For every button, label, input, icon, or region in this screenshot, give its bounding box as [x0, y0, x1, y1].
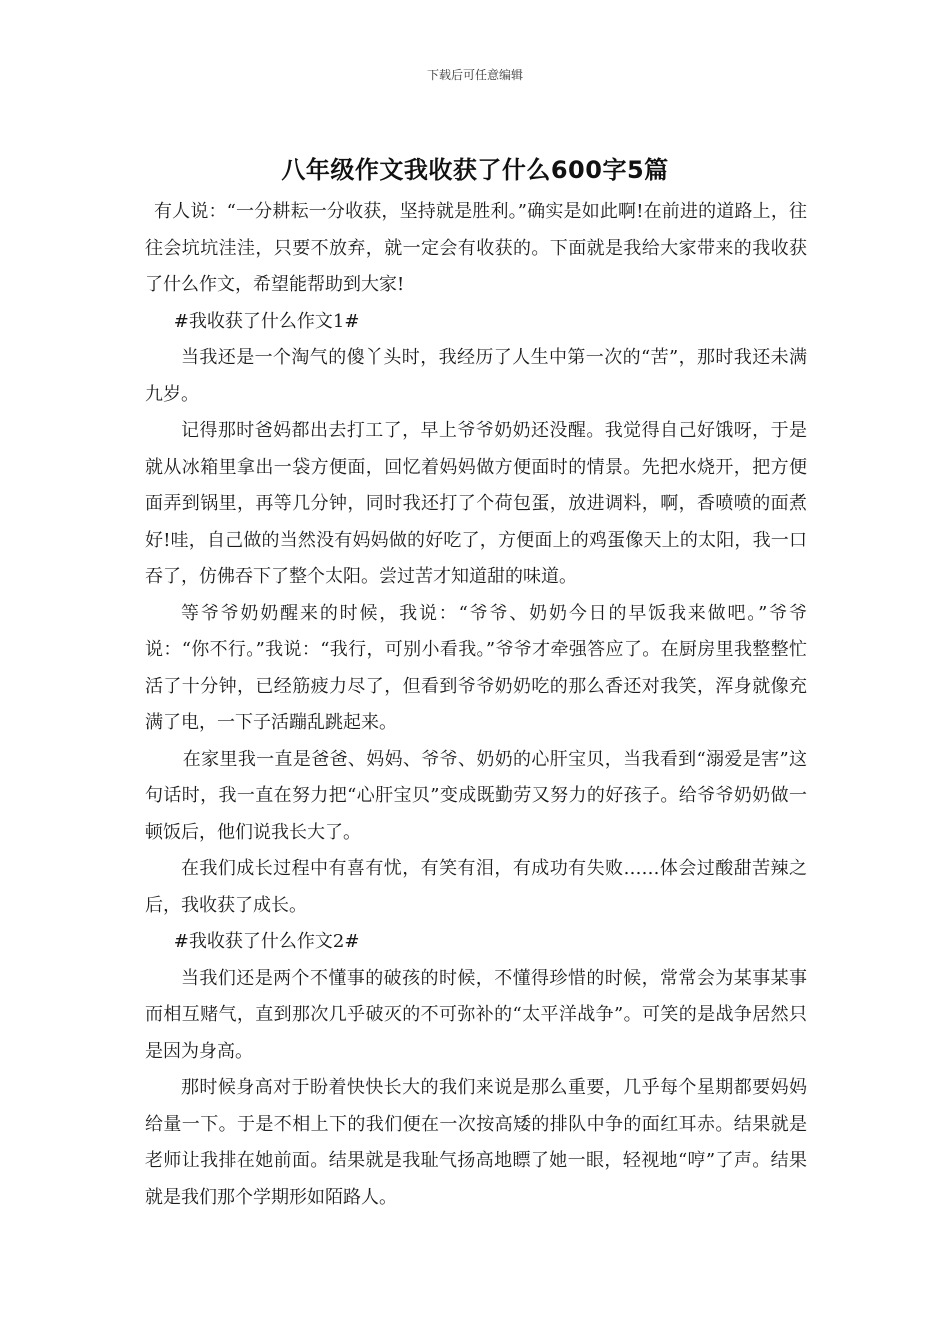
paragraph: 那时候身高对于盼着快快长大的我们来说是那么重要，几乎每个星期都要妈妈给量一下。于是不相上下的我们便在一次按高矮的排队中争的面红耳赤。结果就是老师让我排在她前面。结果就是我耻气扬高地瞟了她一眼，轻视地“哼”了声。结果就是我们那个学期形如陌路人。: [145, 1077, 807, 1208]
paragraph: 当我们还是两个不懂事的破孩的时候，不懂得珍惜的时候，常常会为某事某事而相互赌气，直到那次几乎破灭的不可弥补的“太平洋战争”。可笑的是战争居然只是因为身高。: [145, 967, 807, 1062]
section-heading: #我收获了什么作文1#: [173, 310, 360, 332]
section-heading: #我收获了什么作文2#: [173, 931, 360, 952]
document-body: [145, 194, 807, 1216]
document-title: 八年级作文我收获了什么600字5篇: [281, 156, 669, 184]
header-note: 下载后可任意编辑: [426, 68, 523, 82]
paragraph: 等爷爷奶奶醒来的时候，我说：“爷爷、奶奶今日的早饭我来做吧。”爷爷说：“你不行。”我说：“我行，可别小看我。”爷爷才牵强答应了。在厨房里我整整忙活了十分钟，已经筋疲力尽了，但看到爷爷奶奶吃的那么香还对我笑，浑身就像充满了电，一下子活蹦乱跳起来。: [145, 602, 807, 733]
paragraph: 记得那时爸妈都出去打工了，早上爷爷奶奶还没醒。我觉得自己好饿呀，于是就从冰箱里拿出一袋方便面，回忆着妈妈做方便面时的情景。先把水烧开，把方便面弄到锅里，再等几分钟，同时我还打了个荷包蛋，放进调料，啊，香喷喷的面煮好!哇，自己做的当然没有妈妈做的好吃了，方便面上的鸡蛋像天上的太阳，我一口吞了，仿佛吞下了整个太阳。尝过苦才知道甜的味道。: [145, 420, 807, 587]
paragraph: 在家里我一直是爸爸、妈妈、爷爷、奶奶的心肝宝贝，当我看到“溺爱是害”这句话时，我一直在努力把“心肝宝贝”变成既勤劳又努力的好孩子。给爷爷奶奶做一顿饭后，他们说我长大了。: [145, 748, 807, 843]
paragraph: 当我还是一个淘气的傻丫头时，我经历了人生中第一次的“苦”，那时我还未满九岁。: [145, 347, 807, 405]
paragraph: 在我们成长过程中有喜有忧，有笑有泪，有成功有失败……体会过酸甜苦辣之后，我收获了成长。: [145, 858, 807, 916]
paragraph: 有人说：“一分耕耘一分收获，坚持就是胜利。”确实是如此啊!在前进的道路上，往往会坑坑洼洼，只要不放弃，就一定会有收获的。下面就是我给大家带来的我收获了什么作文，希望能帮助到大家!: [145, 201, 807, 295]
